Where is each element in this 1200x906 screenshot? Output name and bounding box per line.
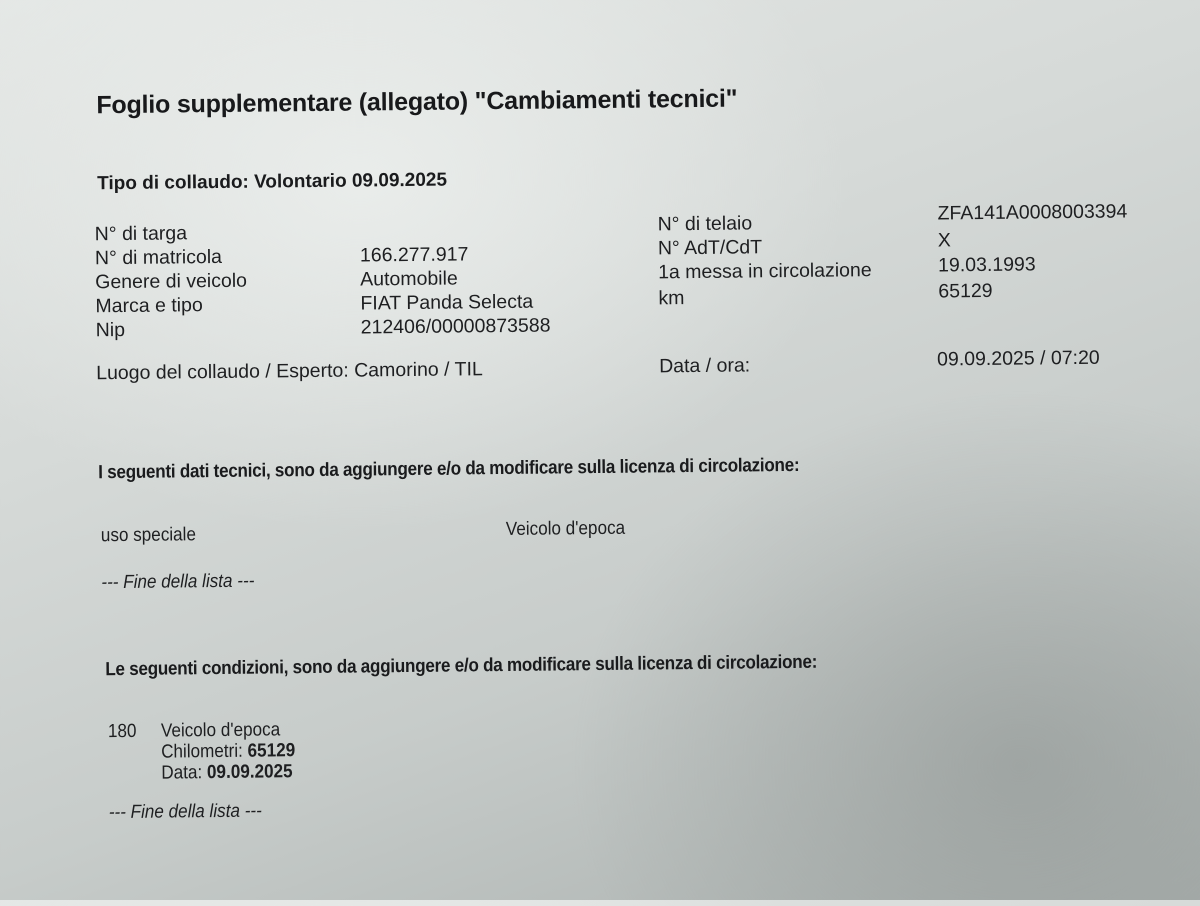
field-value-adt-cdt: X <box>937 229 951 252</box>
inspection-type-value: Volontario 09.09.2025 <box>253 169 448 193</box>
field-value-chassis: ZFA141A0008003394 <box>937 200 1128 225</box>
inspection-type <box>97 170 447 196</box>
conditions-heading: Le seguenti condizioni, sono da aggiungere e/o da modificare sulla licenza di circolazione: <box>105 651 818 681</box>
document-title: Foglio supplementare (allegato) "Cambiamenti tecnici" <box>96 84 738 120</box>
inspection-type-label: Tipo di collaudo: <box>97 171 249 195</box>
field-label-adt-cdt: N° AdT/CdT <box>657 236 763 260</box>
field-value-nip: 212406/00000873588 <box>360 314 551 339</box>
condition-date <box>161 761 292 784</box>
technical-data-value: Veicolo d'epoca <box>505 517 626 540</box>
technical-data-key: uso speciale <box>100 524 197 547</box>
condition-code: 180 <box>107 720 137 743</box>
condition-km <box>161 740 295 763</box>
technical-data-end-marker: --- Fine della lista --- <box>101 570 255 594</box>
condition-title: Veicolo d'epoca <box>160 719 281 742</box>
technical-data-heading: I seguenti dati tecnici, sono da aggiungere e/o da modificare sulla licenza di circolazione: <box>98 454 800 484</box>
field-value-km: 65129 <box>938 279 993 303</box>
condition-date-value: 09.09.2025 <box>206 761 293 784</box>
condition-date-label: Data: <box>161 762 203 784</box>
field-label-matricola: N° di matricola <box>94 245 223 270</box>
conditions-end-marker: --- Fine della lista --- <box>108 800 262 824</box>
field-label-make-model: Marca e tipo <box>95 294 203 318</box>
field-label-km: km <box>658 287 685 310</box>
inspection-location: Luogo del collaudo / Esperto: Camorino / TIL <box>96 358 483 385</box>
field-value-make-model: FIAT Panda Selecta <box>360 290 534 315</box>
field-label-first-registration: 1a messa in circolazione <box>658 259 872 284</box>
field-value-vehicle-type: Automobile <box>360 267 458 291</box>
field-label-chassis: N° di telaio <box>657 212 753 236</box>
field-value-first-registration: 19.03.1993 <box>937 253 1036 277</box>
datetime-value: 09.09.2025 / 07:20 <box>936 346 1100 371</box>
field-value-matricola: 166.277.917 <box>359 243 469 267</box>
field-label-plate: N° di targa <box>94 222 188 246</box>
condition-km-label: Chilometri: <box>161 740 243 763</box>
field-label-vehicle-type: Genere di veicolo <box>95 269 248 294</box>
field-label-nip: Nip <box>95 318 126 342</box>
datetime-label: Data / ora: <box>659 354 751 378</box>
condition-km-value: 65129 <box>247 740 296 762</box>
